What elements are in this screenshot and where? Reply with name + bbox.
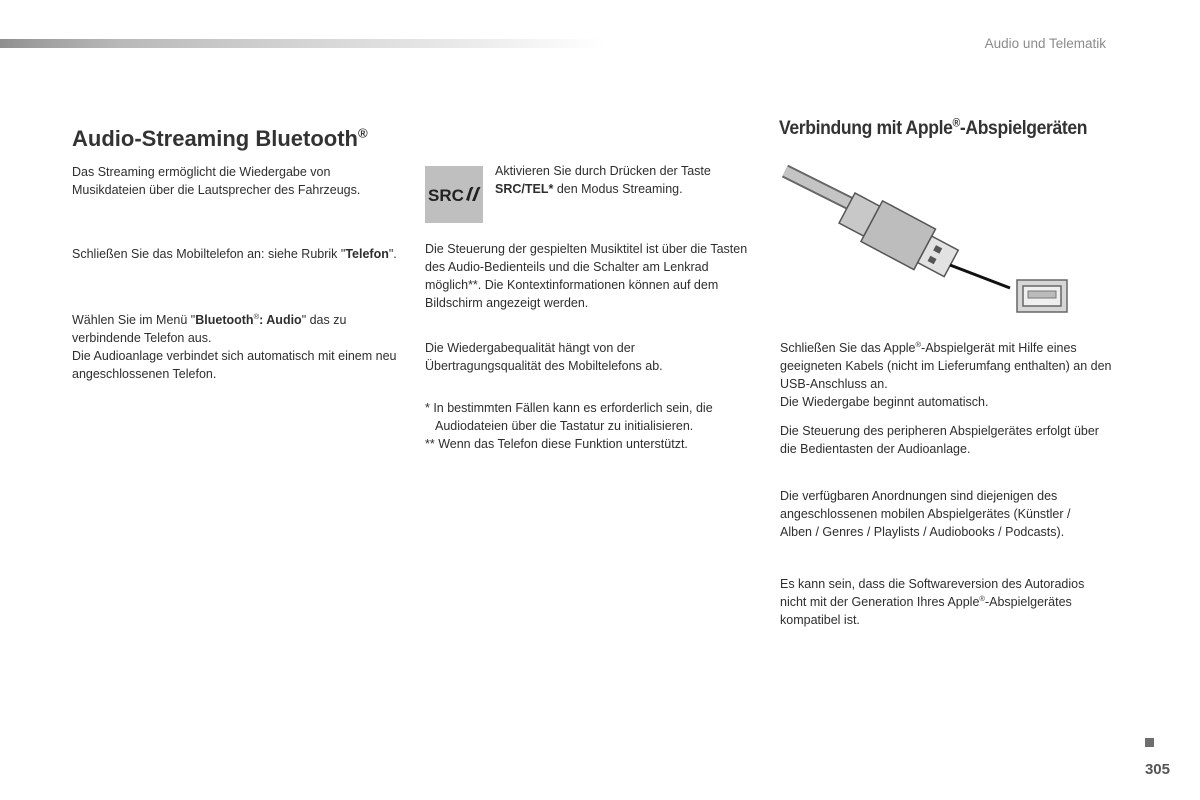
bluetooth-streaming-heading (72, 126, 368, 152)
usb-cable-illustration (780, 163, 1080, 323)
playback-text: Die Wiedergabe beginnt automatisch. (780, 395, 989, 409)
connect-phone-paragraph: Schließen Sie das Mobiltelefon an: siehe Rubrik "Telefon". (72, 247, 397, 261)
quality-paragraph: Die Wiedergabequalität hängt von der Übertragungsqualität des Mobiltelefons ab. (425, 341, 663, 373)
compatibility-paragraph: Es kann sein, dass die Softwareversion des Autoradios nicht mit der Generation Ihres Apple®-Abspielgerätes kompatibel ist. (780, 577, 1085, 627)
header-gradient-bar (0, 39, 605, 48)
page-number: 305 (1144, 761, 1170, 778)
auto-connect-text: Die Audioanlage verbindet sich automatisch mit einem neu angeschlossenen Telefon. (72, 349, 397, 381)
peripheral-control-paragraph: Die Steuerung des peripheren Abspielgerätes erfolgt über die Bedientasten der Audioanlage. (780, 424, 1099, 456)
apple-connection-heading: Verbindung mit Apple®-Abspielgeräten (779, 116, 1088, 139)
section-title: Audio und Telematik (984, 36, 1106, 51)
footnote-1-cont: Audiodateien über die Tastatur zu initialisieren. (435, 419, 694, 433)
heading-text: Audio-Streaming Bluetooth (72, 126, 358, 151)
arrangements-paragraph: Die verfügbaren Anordnungen sind diejenigen des angeschlossenen mobilen Abspielgerätes (Künstler / Alben / Genres / Playlists / Audiobooks / Podcasts). (780, 489, 1071, 539)
control-paragraph: Die Steuerung der gespielten Musiktitel ist über die Tasten des Audio-Bedienteils und die Schalter am Lenkrad möglich**. Die Kontextinformationen können auf dem Bildschirm angezeigt werden. (425, 242, 748, 310)
src-button-icon (425, 166, 483, 223)
page-corner-marker (1145, 738, 1154, 747)
menu-select-paragraph: Wählen Sie im Menü "Bluetooth®: Audio" das zu verbindende Telefon aus. Die Audioanlage verbindet sich automatisch mit einem neu angeschlossenen Telefon. (72, 311, 397, 381)
intro-paragraph: Das Streaming ermöglicht die Wiedergabe von Musikdateien über die Lautsprecher des Fahrzeugs. (72, 165, 361, 197)
registered-mark: ® (357, 125, 368, 141)
footnotes (425, 399, 755, 453)
footnote-1: * In bestimmten Fällen kann es erforderlich sein, die (425, 401, 713, 415)
apple-connect-paragraph: Schließen Sie das Apple®-Abspielgerät mit Hilfe eines geeigneten Kabels (nicht im Lieferumfang enthalten) an den USB-Anschluss an. Die Wiedergabe beginnt automatisch. (780, 339, 1112, 409)
activate-streaming-paragraph: Aktivieren Sie durch Drücken der Taste SRC/TEL* den Modus Streaming. (495, 164, 711, 196)
src-icon-label: SRC (428, 186, 464, 205)
footnote-2: ** Wenn das Telefon diese Funktion unterstützt. (425, 437, 688, 451)
